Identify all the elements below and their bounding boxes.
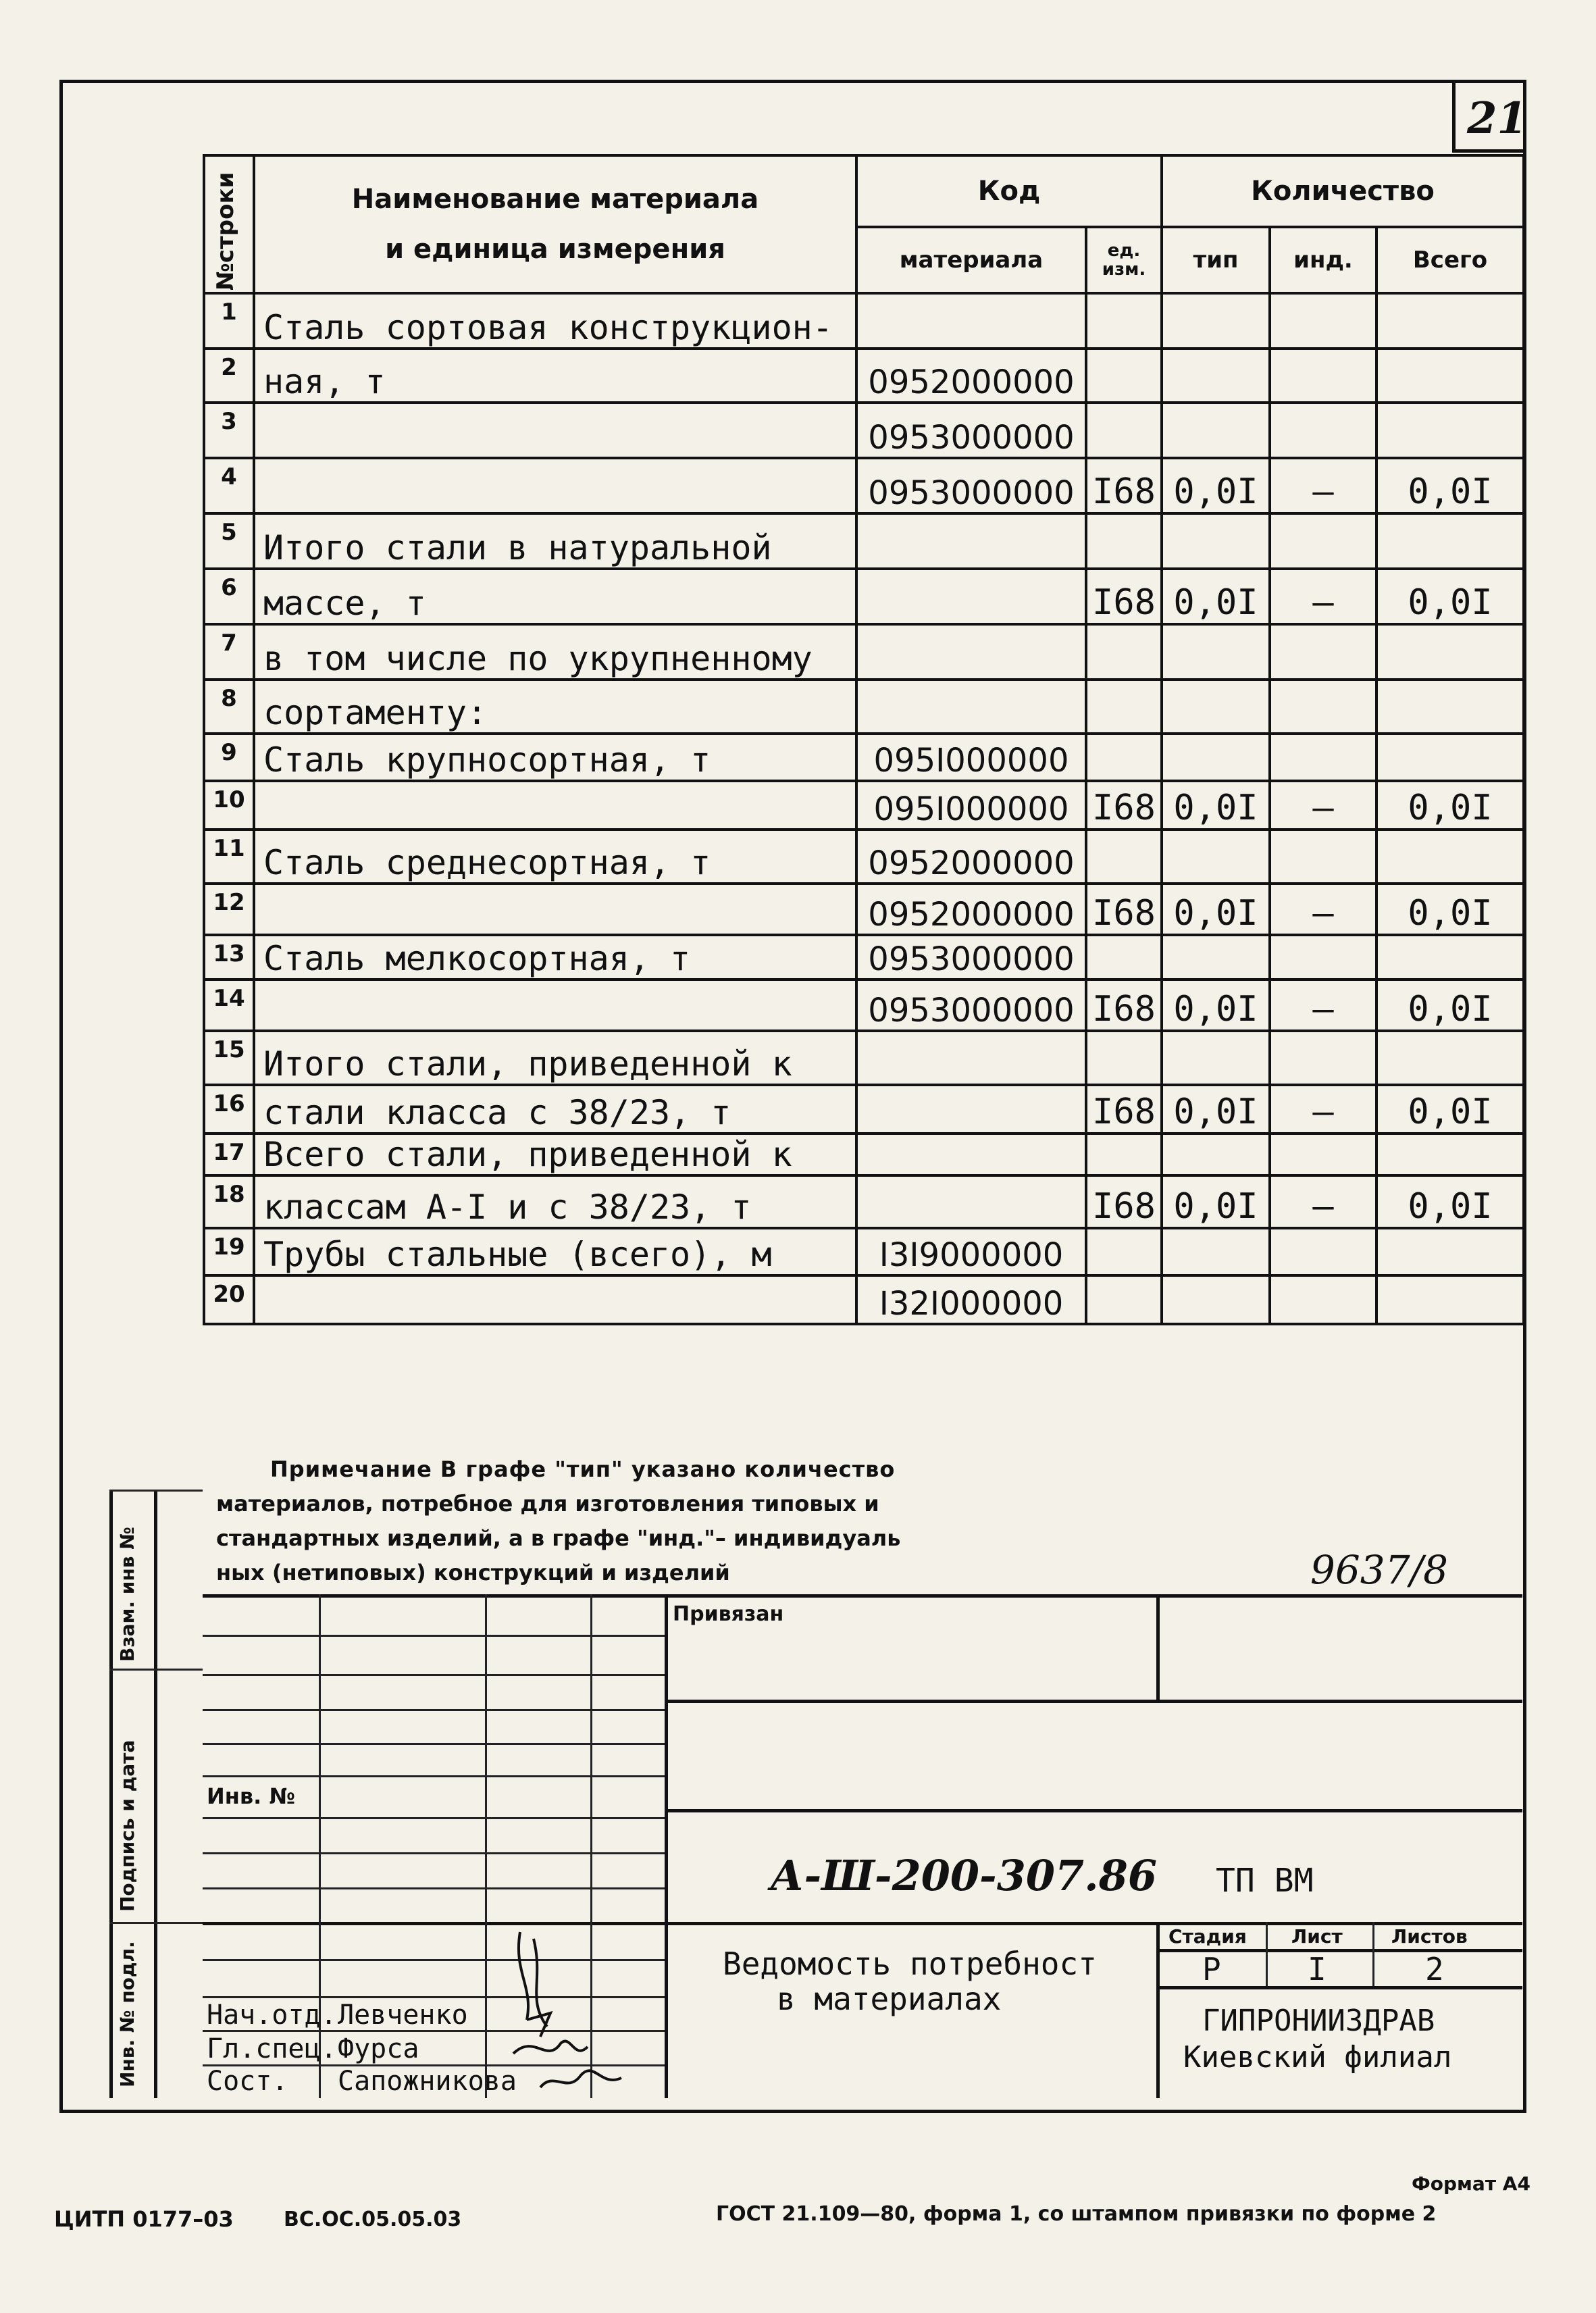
qty-ind <box>1270 830 1376 884</box>
qty-type <box>1162 1228 1270 1275</box>
row-number: 19 <box>204 1228 254 1275</box>
table-row <box>204 458 1524 513</box>
qty-type <box>1162 935 1270 980</box>
material-name: массе, т <box>254 569 856 624</box>
signer-name-3: Сапожникова <box>338 2066 517 2097</box>
qty-ind: – <box>1270 1175 1376 1228</box>
side-label-inv-podl: Инв. № подл. <box>116 1941 138 2087</box>
row-number: 15 <box>204 1031 254 1085</box>
qty-type: 0,0I <box>1162 980 1270 1031</box>
qty-type <box>1162 403 1270 458</box>
material-name: в том числе по укрупненному <box>254 624 856 680</box>
header-qty-type: тип <box>1162 227 1270 293</box>
footer-left-code: ЦИТП 0177–03 <box>54 2206 234 2232</box>
signer-role-2: Гл.спец. <box>207 2033 337 2064</box>
row-number: 12 <box>204 884 254 935</box>
stamp-org-line1: ГИПРОНИИЗДРАВ <box>1202 2004 1435 2038</box>
stamp-inv-no: Инв. № <box>207 1783 295 1809</box>
header-code-unit: ед. изм. <box>1086 227 1162 293</box>
stamp-stage: Р <box>1202 1951 1221 1987</box>
material-code <box>856 1031 1086 1085</box>
row-number: 13 <box>204 935 254 980</box>
header-name-line2: и единица измерения <box>385 234 725 265</box>
stamp-privyazan: Привязан <box>673 1602 784 1626</box>
qty-ind: – <box>1270 569 1376 624</box>
material-name <box>254 403 856 458</box>
qty-total: 0,0I <box>1376 1085 1524 1134</box>
qty-total <box>1376 624 1524 680</box>
unit-code <box>1086 624 1162 680</box>
material-name: Итого стали, приведенной к <box>254 1031 856 1085</box>
row-number: 3 <box>204 403 254 458</box>
note-line-4: ных (нетиповых) конструкций и изделий <box>216 1560 730 1585</box>
material-code <box>856 513 1086 569</box>
qty-total <box>1376 513 1524 569</box>
unit-code: I68 <box>1086 1175 1162 1228</box>
qty-total: 0,0I <box>1376 569 1524 624</box>
stamp-sheets-label: Листов <box>1391 1925 1468 1948</box>
header-rownum <box>204 155 254 293</box>
unit-code <box>1086 935 1162 980</box>
material-code <box>856 1134 1086 1175</box>
qty-total: 0,0I <box>1376 980 1524 1031</box>
header-qty-ind: инд. <box>1270 227 1376 293</box>
table-row <box>204 513 1524 569</box>
row-number: 18 <box>204 1175 254 1228</box>
qty-total: 0,0I <box>1376 781 1524 830</box>
qty-ind: – <box>1270 1085 1376 1134</box>
material-name: стали класса с 38/23, т <box>254 1085 856 1134</box>
qty-type <box>1162 1275 1270 1324</box>
qty-ind <box>1270 624 1376 680</box>
unit-code <box>1086 513 1162 569</box>
qty-type <box>1162 349 1270 403</box>
table-row <box>204 1085 1524 1134</box>
qty-ind <box>1270 293 1376 349</box>
qty-ind <box>1270 935 1376 980</box>
qty-type: 0,0I <box>1162 458 1270 513</box>
header-qty-total: Всего <box>1376 227 1524 293</box>
table-row <box>204 1228 1524 1275</box>
material-code <box>856 1175 1086 1228</box>
qty-type <box>1162 830 1270 884</box>
note-line-1: Примечание В графе "тип" указано количество <box>270 1456 896 1482</box>
row-number: 17 <box>204 1134 254 1175</box>
stamp-sheet: I <box>1308 1951 1327 1987</box>
qty-total <box>1376 1228 1524 1275</box>
footer-format: Формат А4 <box>1412 2172 1530 2195</box>
header-code: Код <box>856 155 1162 227</box>
qty-type <box>1162 1031 1270 1085</box>
table-row <box>204 935 1524 980</box>
qty-type <box>1162 680 1270 734</box>
material-code <box>856 624 1086 680</box>
qty-ind <box>1270 349 1376 403</box>
qty-total <box>1376 1031 1524 1085</box>
header-name <box>254 155 856 293</box>
qty-total <box>1376 680 1524 734</box>
signer-name-2: Фурса <box>338 2033 419 2064</box>
unit-code: I68 <box>1086 569 1162 624</box>
qty-ind <box>1270 734 1376 781</box>
footer-gost: ГОСТ 21.109—80, форма 1, со штампом привязки по форме 2 <box>716 2202 1437 2226</box>
material-code: 0952000000 <box>856 830 1086 884</box>
header-quantity: Количество <box>1162 155 1524 227</box>
row-number: 20 <box>204 1275 254 1324</box>
qty-type <box>1162 1134 1270 1175</box>
qty-total <box>1376 403 1524 458</box>
unit-code <box>1086 1228 1162 1275</box>
row-number: 11 <box>204 830 254 884</box>
signer-name-1: Левченко <box>338 2000 468 2031</box>
material-code <box>856 293 1086 349</box>
table-row <box>204 680 1524 734</box>
materials-table <box>203 154 1525 1325</box>
material-name: Сталь сортовая конструкцион- <box>254 293 856 349</box>
row-number: 4 <box>204 458 254 513</box>
material-name: Сталь среднесортная, т <box>254 830 856 884</box>
qty-type <box>1162 513 1270 569</box>
material-name: ная, т <box>254 349 856 403</box>
header-code-material: материала <box>856 227 1086 293</box>
qty-ind <box>1270 1031 1376 1085</box>
qty-total: 0,0I <box>1376 1175 1524 1228</box>
material-code: 0953000000 <box>856 458 1086 513</box>
table-row <box>204 781 1524 830</box>
table-row <box>204 293 1524 349</box>
unit-code <box>1086 349 1162 403</box>
material-name: классам А-I и с 38/23, т <box>254 1175 856 1228</box>
unit-code: I68 <box>1086 781 1162 830</box>
material-code <box>856 680 1086 734</box>
material-code: 0952000000 <box>856 884 1086 935</box>
stamp-org-line2: Киевский филиал <box>1183 2040 1452 2075</box>
qty-type: 0,0I <box>1162 884 1270 935</box>
row-number: 2 <box>204 349 254 403</box>
table-row <box>204 1031 1524 1085</box>
header-name-line1: Наименование материала <box>351 184 759 215</box>
table-row <box>204 1275 1524 1324</box>
material-name <box>254 884 856 935</box>
material-name <box>254 781 856 830</box>
qty-type: 0,0I <box>1162 1085 1270 1134</box>
unit-code <box>1086 734 1162 781</box>
qty-ind <box>1270 680 1376 734</box>
signature-scribbles <box>486 1918 662 2101</box>
qty-type: 0,0I <box>1162 569 1270 624</box>
qty-ind <box>1270 1134 1376 1175</box>
qty-type <box>1162 293 1270 349</box>
header-rownum-label: №строки <box>212 172 239 290</box>
unit-code: I68 <box>1086 458 1162 513</box>
unit-code <box>1086 1275 1162 1324</box>
row-number: 7 <box>204 624 254 680</box>
qty-total <box>1376 734 1524 781</box>
qty-type: 0,0I <box>1162 781 1270 830</box>
table-row <box>204 1175 1524 1228</box>
qty-total <box>1376 1275 1524 1324</box>
table-row <box>204 349 1524 403</box>
material-code: 0953000000 <box>856 403 1086 458</box>
unit-code <box>1086 403 1162 458</box>
unit-code <box>1086 1134 1162 1175</box>
qty-ind <box>1270 403 1376 458</box>
row-number: 5 <box>204 513 254 569</box>
side-label-podpis: Подпись и дата <box>116 1739 138 1912</box>
material-name: сортаменту: <box>254 680 856 734</box>
table-row <box>204 1134 1524 1175</box>
note-handwritten-number: 9637/8 <box>1310 1547 1449 1593</box>
material-code: 095I000000 <box>856 734 1086 781</box>
table-row <box>204 830 1524 884</box>
material-name: Всего стали, приведенной к <box>254 1134 856 1175</box>
unit-code <box>1086 830 1162 884</box>
material-name <box>254 980 856 1031</box>
stamp-title-line2: в материалах <box>777 1981 1002 2017</box>
qty-type <box>1162 624 1270 680</box>
qty-total: 0,0I <box>1376 884 1524 935</box>
material-code: 095I000000 <box>856 781 1086 830</box>
material-code: 0953000000 <box>856 935 1086 980</box>
table-row <box>204 884 1524 935</box>
qty-ind: – <box>1270 884 1376 935</box>
stamp-title-line1: Ведомость потребност <box>723 1946 1097 1982</box>
unit-code: I68 <box>1086 980 1162 1031</box>
qty-total <box>1376 293 1524 349</box>
material-name: Сталь мелкосортная, т <box>254 935 856 980</box>
unit-code: I68 <box>1086 1085 1162 1134</box>
table-row <box>204 403 1524 458</box>
table-row <box>204 734 1524 781</box>
sheet-number: 21 <box>1467 93 1528 144</box>
qty-ind: – <box>1270 781 1376 830</box>
note-block <box>216 1452 1229 1590</box>
signer-role-3: Сост. <box>207 2066 288 2097</box>
footer-series: ВС.ОС.05.05.03 <box>284 2208 462 2231</box>
material-code <box>856 569 1086 624</box>
stamp-sheet-label: Лист <box>1291 1925 1343 1948</box>
material-code: 0952000000 <box>856 349 1086 403</box>
qty-ind: – <box>1270 980 1376 1031</box>
note-line-2: материалов, потребное для изготовления типовых и <box>216 1491 879 1517</box>
side-label-vzam: Взам. инв № <box>116 1527 138 1662</box>
material-code <box>856 1085 1086 1134</box>
row-number: 8 <box>204 680 254 734</box>
material-name <box>254 1275 856 1324</box>
material-code: 0953000000 <box>856 980 1086 1031</box>
unit-code <box>1086 1031 1162 1085</box>
stamp-doc-suffix: ТП ВМ <box>1216 1862 1314 1900</box>
note-line-3: стандартных изделий, а в графе "инд."– индивидуаль <box>216 1525 901 1551</box>
qty-ind <box>1270 513 1376 569</box>
qty-total <box>1376 830 1524 884</box>
material-name: Трубы стальные (всего), м <box>254 1228 856 1275</box>
signer-role-1: Нач.отд. <box>207 2000 337 2031</box>
material-name: Итого стали в натуральной <box>254 513 856 569</box>
qty-type: 0,0I <box>1162 1175 1270 1228</box>
row-number: 6 <box>204 569 254 624</box>
qty-ind <box>1270 1275 1376 1324</box>
qty-type <box>1162 734 1270 781</box>
unit-code <box>1086 293 1162 349</box>
row-number: 14 <box>204 980 254 1031</box>
qty-total <box>1376 1134 1524 1175</box>
stamp-doc-code: А-Ш-200-307.86 <box>770 1851 1158 1900</box>
unit-code: I68 <box>1086 884 1162 935</box>
row-number: 10 <box>204 781 254 830</box>
table-row <box>204 624 1524 680</box>
material-code: I32I000000 <box>856 1275 1086 1324</box>
qty-total <box>1376 349 1524 403</box>
row-number: 16 <box>204 1085 254 1134</box>
table-row <box>204 569 1524 624</box>
stamp-sheets: 2 <box>1425 1951 1444 1987</box>
qty-total <box>1376 935 1524 980</box>
material-code: I3I9000000 <box>856 1228 1086 1275</box>
qty-ind: – <box>1270 458 1376 513</box>
stamp-stage-label: Стадия <box>1168 1925 1247 1948</box>
material-name <box>254 458 856 513</box>
material-name: Сталь крупносортная, т <box>254 734 856 781</box>
table-row <box>204 980 1524 1031</box>
row-number: 9 <box>204 734 254 781</box>
qty-total: 0,0I <box>1376 458 1524 513</box>
unit-code <box>1086 680 1162 734</box>
row-number: 1 <box>204 293 254 349</box>
qty-ind <box>1270 1228 1376 1275</box>
